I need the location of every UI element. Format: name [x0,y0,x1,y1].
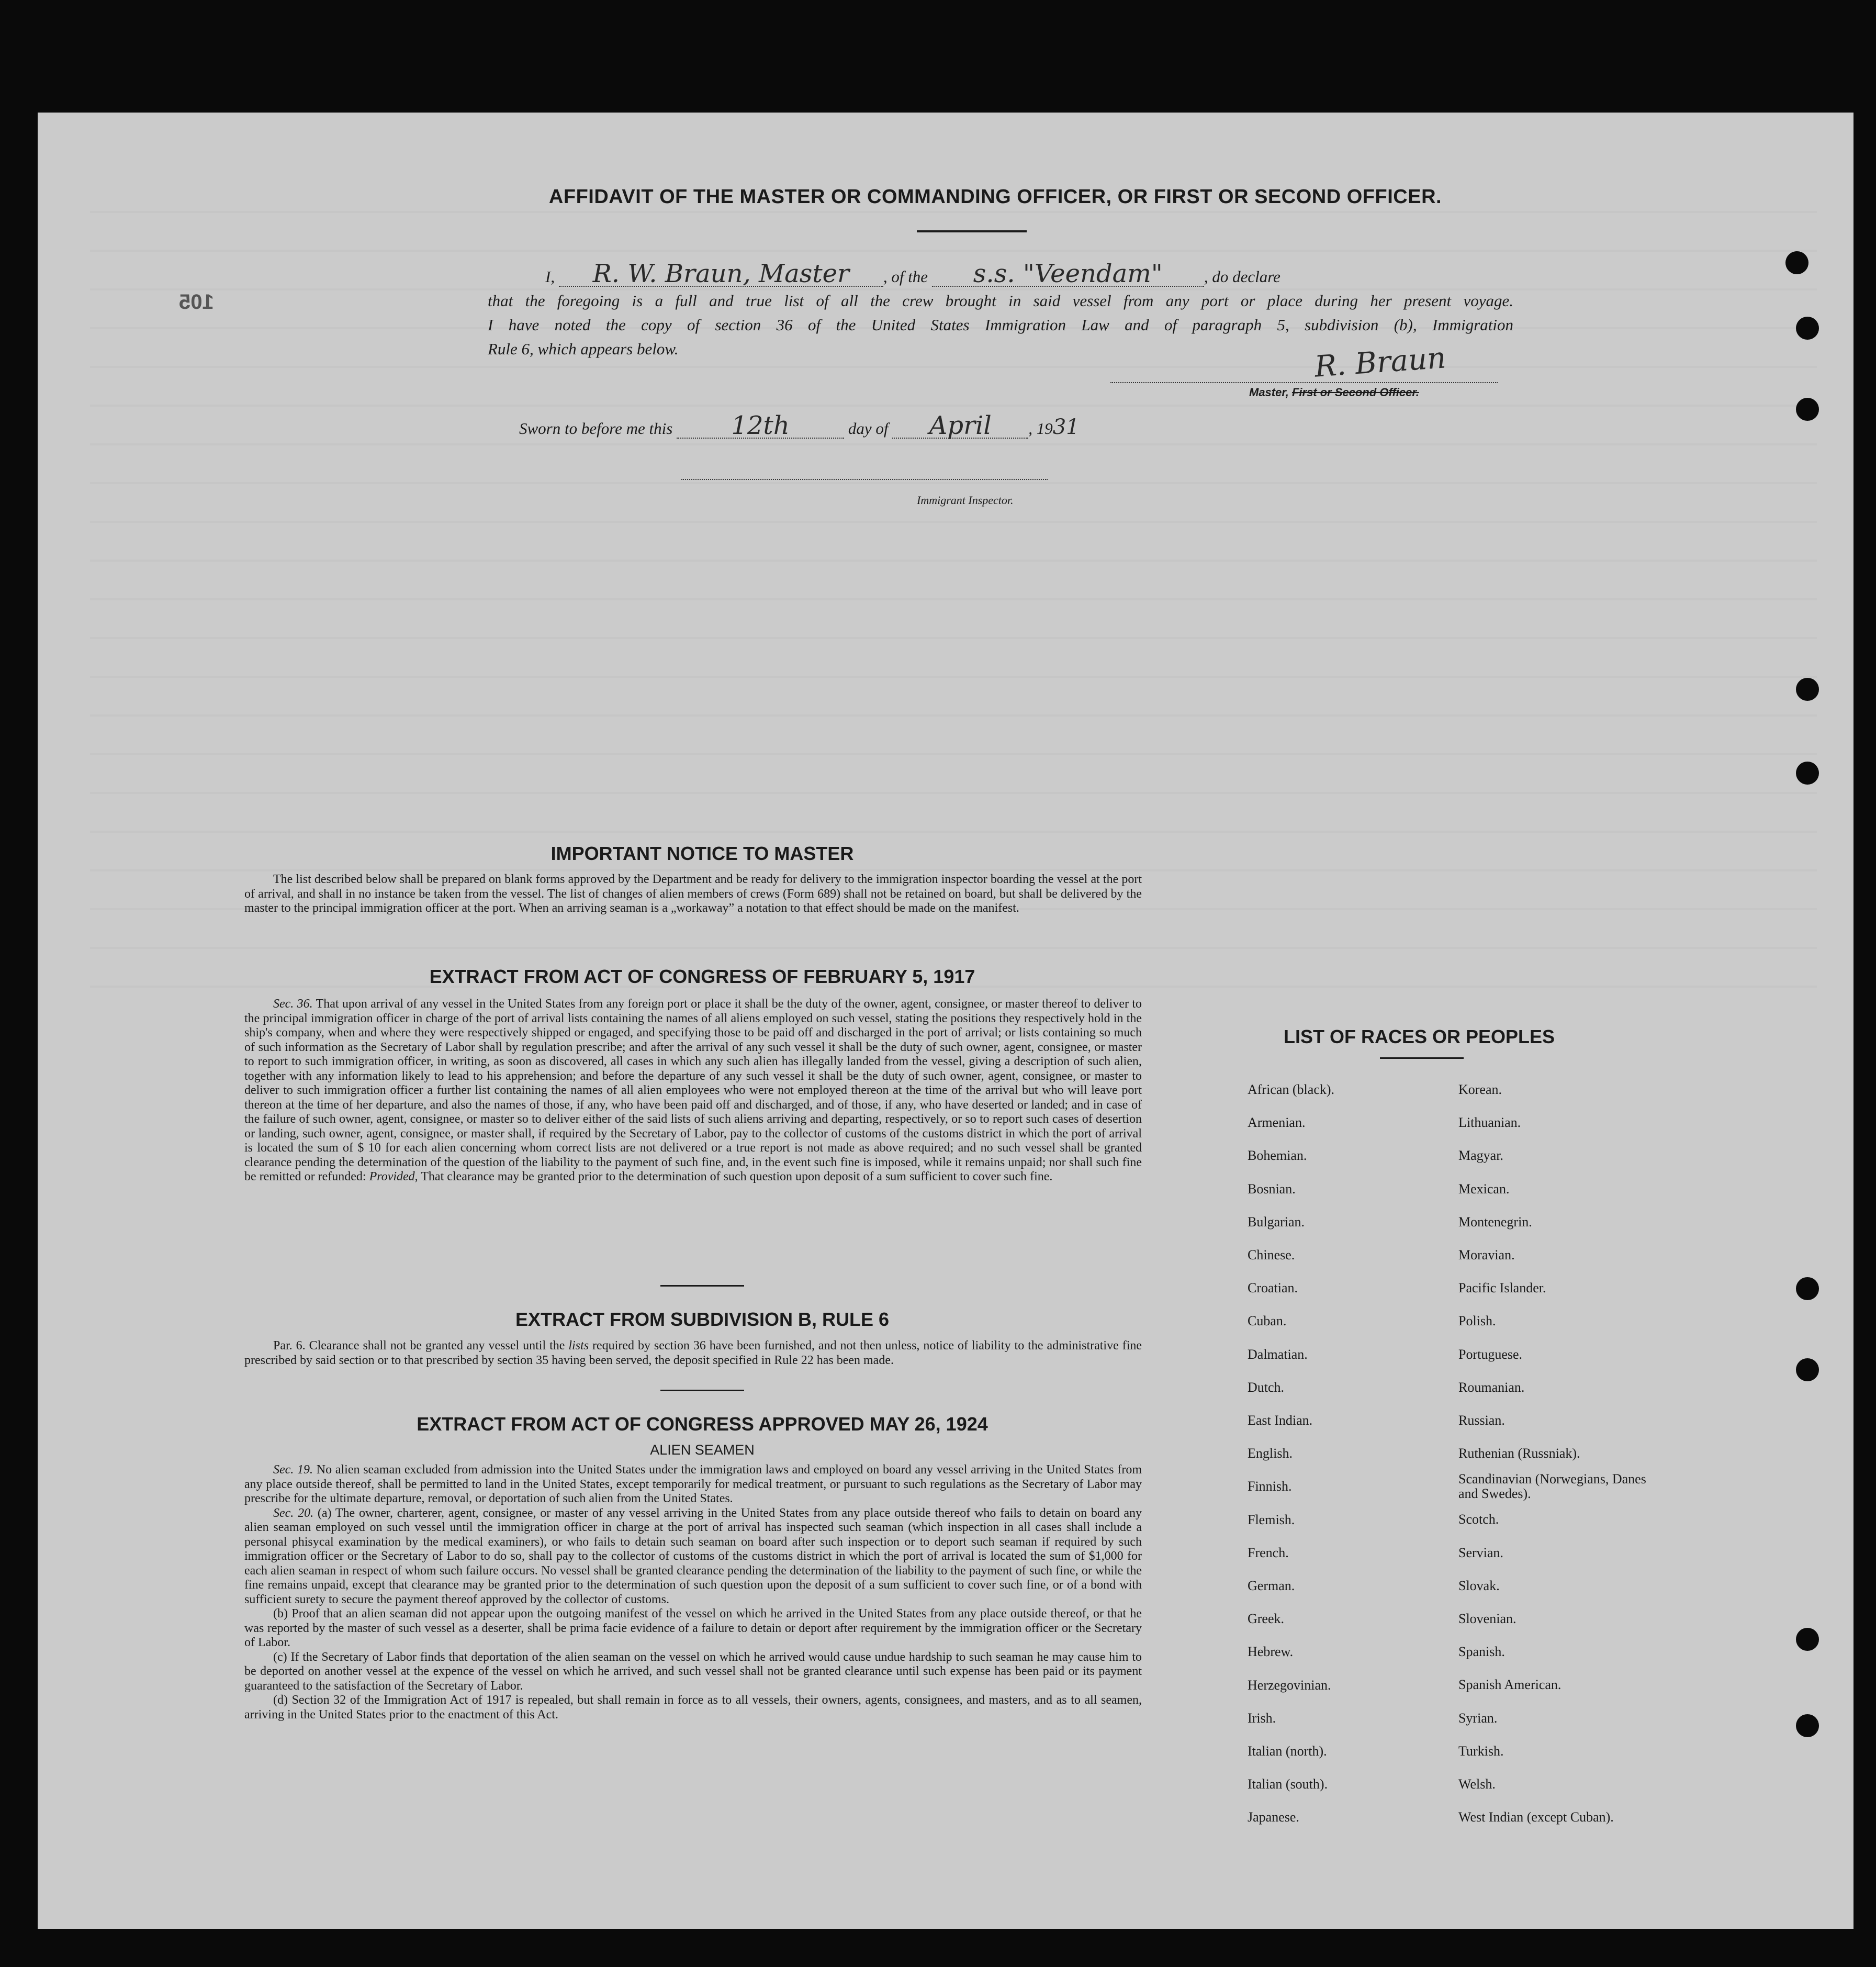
extract-rule6-heading: EXTRACT FROM SUBDIVISION B, RULE 6 [515,1309,890,1330]
race-item: Spanish American. [1458,1677,1562,1693]
race-item: Bosnian. [1248,1181,1296,1197]
notice-heading: IMPORTANT NOTICE TO MASTER [551,843,854,864]
race-item: Herzegovinian. [1248,1677,1331,1693]
extract-1924-text: Sec. 19. No alien seaman excluded from admission into the United States under the immigration laws and employed on board any vessel arriving in the United States from any place outside thereof, shall be permitted to land in the United States, except temporarily for medical treatment, or pursuant to such regulations as the Secretary of Labor may prescribe for the ultimate departure, removal, or deportation of such alien from the United States. Sec. 20. (a) The owner, charterer, agent, consignee, or master of any vessel arriving in the United States from any place outside thereof who fails to detain on board any alien seaman employed on such vessel until the immigration officer in charge at the port of arrival has inspected such seaman (which inspection in all cases shall include a personal phisycal examination by the medical examiners), or who fails to detain such seaman on board after such inspection or to deport such seaman if required by such immigration officer or the Secretary of Labor to do so, shall pay to the collector of customs of the customs district in which the port of arrival is located the sum of $1,000 for each alien seaman in respect of whom such failure occurs. No vessel shall be granted clearance pending the determination of the liability to the payment of such fine, or while the fine remains unpaid, except that clearance may be granted prior to the determination of such question upon the deposit of a sum sufficient to cover such fine, or of a bond with sufficient surety to secure the payment thereof approved by the collector of customs. (b) Proof that an alien seaman did not appear upon the outgoing manifest of the vessel on which he arrived in the United States from any place outside thereof, or that he was reported by the master of such vessel as a deserter, shall be prima facie evidence of a failure to detain or deport after requirement by the immigration officer or the Secretary of Labor. (c) If the Secretary of Labor finds that deportation of the alien seaman on the vessel on which he arrived would cause undue hardship to such seaman he may cause him to be deported on another vessel at the expence of the vessel on which he arrived, and such vessel shall not be granted clearance until such expense has been paid or its payment guaranteed to the satisfaction of the Secretary of Labor. (d) Section 32 of the Immigration Act of 1917 is repealed, but shall remain in force as to all vessels, their owners, agents, consignees, and masters, and as to all seamen, arriving in the United States prior to the enactment of this Act. [244,1463,1142,1722]
race-item: Scandinavian (Norwegians, Danes and Swedes). [1458,1471,1646,1502]
races-title: LIST OF RACES OR PEOPLES [1283,1026,1555,1047]
race-item: Spanish. [1458,1644,1505,1660]
inspector-line [681,479,1048,480]
race-item: French. [1248,1545,1289,1560]
signature-line [1110,382,1498,383]
affidavit-title: AFFIDAVIT OF THE MASTER OR COMMANDING OFFICER, OR FIRST OR SECOND OFFICER. [548,186,1442,208]
sworn-month: April [892,413,1028,439]
punch-hole [1796,317,1819,340]
race-item: Pacific Islander. [1458,1280,1546,1296]
race-item: Finnish. [1248,1479,1292,1494]
race-item: Polish. [1458,1313,1496,1329]
race-item: Italian (south). [1248,1776,1328,1792]
master-signature: R. Braun [1313,341,1447,384]
race-item: German. [1248,1578,1295,1594]
sworn-day: 12th [677,413,844,439]
race-item: Slovenian. [1458,1611,1516,1627]
race-item: Armenian. [1248,1115,1306,1131]
race-item: Hebrew. [1248,1644,1294,1660]
race-item: East Indian. [1248,1413,1313,1428]
section-divider [660,1285,744,1287]
punch-hole [1796,762,1819,785]
race-item: Magyar. [1458,1148,1503,1164]
sworn-line: Sworn to before me this 12th day of April , 1931 [519,411,1080,440]
punch-hole [1796,678,1819,701]
race-item: Ruthenian (Russniak). [1458,1446,1580,1461]
declaration-line-2: that the foregoing is a full and true list of all the crew brought in said vessel from any port or place during her present voyage. [488,292,1513,310]
extract-1924-subheading: ALIEN SEAMEN [650,1442,755,1458]
section-divider [660,1390,744,1391]
race-item: West Indian (except Cuban). [1458,1809,1614,1825]
punch-hole [1796,398,1819,421]
race-item: Chinese. [1248,1247,1295,1263]
title-divider [917,230,1027,232]
race-item: Moravian. [1458,1247,1515,1263]
page-number: 105 [179,290,214,314]
manifest-page [38,113,1853,1929]
race-item: Italian (north). [1248,1744,1327,1759]
race-item: Mexican. [1458,1181,1510,1197]
notice-text: The list described below shall be prepared on blank forms approved by the Department and be ready for delivery to the immigration inspector boarding the vessel at the port of arrival, and shall in no instance be taken from the vessel. The list of changes of alien members of crews (Form 689) shall not be retained on board, but shall be delivered by the master to the principal immigration officer at the port. When an arriving seaman is a „workaway” a notation to that effect should be made on the manifest. [244,873,1142,915]
extract-1917-text: Sec. 36. That upon arrival of any vessel in the United States from any foreign port or place it shall be the duty of the owner, agent, consignee, or master thereof to deliver to the principal immigration officer in charge of the port of arrival lists containing the names of all aliens employed on such vessel, stating the positions they respectively hold in the ship's company, when and where they were respectively shipped or engaged, and specifying those to be paid off and discharged in the port of arrival; or lists containing so much of such information as the Secretary of Labor shall by regulation prescribe; and after the arrival of any such vessel it shall be the duty of such owner, agent, consignee, or master to report to such immigration officer, in writing, as soon as discovered, all cases in which any such alien has illegally landed from the vessel, giving a description of such alien, together with any information likely to lead to his apprehension; and before the departure of any such vessel it shall be the duty of such owner, agent, consignee, or master to deliver to such immigration officer a further list containing the names of all alien employees who were not employed thereon at the time of the arrival but who will leave port thereon at the time of her departure, and also the names of those, if any, who have been paid off and discharged, and of those, if any, who have deserted or landed; and in case of the failure of such owner, agent, consignee, or master so to deliver either of the said lists of such aliens arriving and departing, respectively, or so to report such cases of desertion or landing, such owner, agent, consignee, or master shall, if required by the Secretary of Labor, pay to the collector of customs of the customs district in which the port of arrival is located the sum of $ 10 for each alien concerning whom correct lists are not delivered or a true report is not made as above required; and no such vessel shall be granted clearance pending the determination of the question of the liability to the payment of such fine, and, in the event such fine is imposed, while it remains unpaid; nor shall such fine be remitted or refunded: Provided, That clearance may be granted prior to the determination of such question upon deposit of a sum sufficient to cover such fine. [244,997,1142,1183]
race-item: African (black). [1248,1082,1335,1097]
race-item: Irish. [1248,1710,1276,1726]
race-item: Bohemian. [1248,1148,1307,1164]
race-item: Russian. [1458,1413,1505,1428]
punch-hole [1796,1277,1819,1300]
race-item: Korean. [1458,1082,1502,1097]
race-item: Greek. [1248,1611,1285,1627]
race-item: Dutch. [1248,1379,1285,1395]
punch-hole [1785,251,1808,274]
race-item: Welsh. [1458,1776,1496,1792]
extract-1917-heading: EXTRACT FROM ACT OF CONGRESS OF FEBRUARY 5, 1917 [429,966,975,987]
extract-1924-heading: EXTRACT FROM ACT OF CONGRESS APPROVED MAY 26, 1924 [417,1413,988,1435]
race-item: Bulgarian. [1248,1214,1305,1230]
declaration-line-4: Rule 6, which appears below. [488,340,679,358]
race-item: Croatian. [1248,1280,1298,1296]
declarant-name: R. W. Braun, Master [559,262,883,287]
vessel-name: s.s. "Veendam" [932,262,1204,287]
race-item: Turkish. [1458,1743,1504,1759]
race-item: Portuguese. [1458,1346,1523,1362]
race-item: Dalmatian. [1248,1346,1308,1362]
declaration-line-3: I have noted the copy of section 36 of the United States Immigration Law and of paragraph 5, subdivision (b), Immigration [488,316,1513,334]
signature-caption: Master, First or Second Officer. [1249,386,1419,399]
race-item: Cuban. [1248,1313,1287,1329]
punch-hole [1796,1714,1819,1737]
punch-hole [1796,1628,1819,1651]
punch-hole [1796,1358,1819,1381]
inspector-caption: Immigrant Inspector. [917,494,1014,507]
declaration-line-1: I, R. W. Braun, Master , of the s.s. "Veendam" , do declare [545,259,1280,288]
race-item: Lithuanian. [1458,1115,1521,1131]
race-item: Servian. [1458,1545,1503,1560]
sworn-year: 31 [1052,415,1080,439]
races-column-2 [1458,1073,1662,1834]
race-item: Japanese. [1248,1809,1299,1825]
races-column-1 [1248,1073,1334,1834]
race-item: Roumanian. [1458,1379,1525,1395]
race-item: Scotch. [1458,1512,1499,1527]
extract-rule6-text: Par. 6. Clearance shall not be granted any vessel until the lists required by section 36 have been furnished, and not then unless, notice of liability to the administrative fine prescribed by said section or to that prescribed by section 35 having been served, the deposit specified in Rule 22 has been made. [244,1339,1142,1367]
races-divider [1380,1057,1464,1059]
race-item: Flemish. [1248,1512,1295,1527]
race-item: Slovak. [1458,1578,1500,1593]
race-item: Syrian. [1458,1710,1498,1726]
race-item: English. [1248,1446,1293,1461]
affidavit-declaration [488,259,1513,361]
race-item: Montenegrin. [1458,1214,1532,1230]
